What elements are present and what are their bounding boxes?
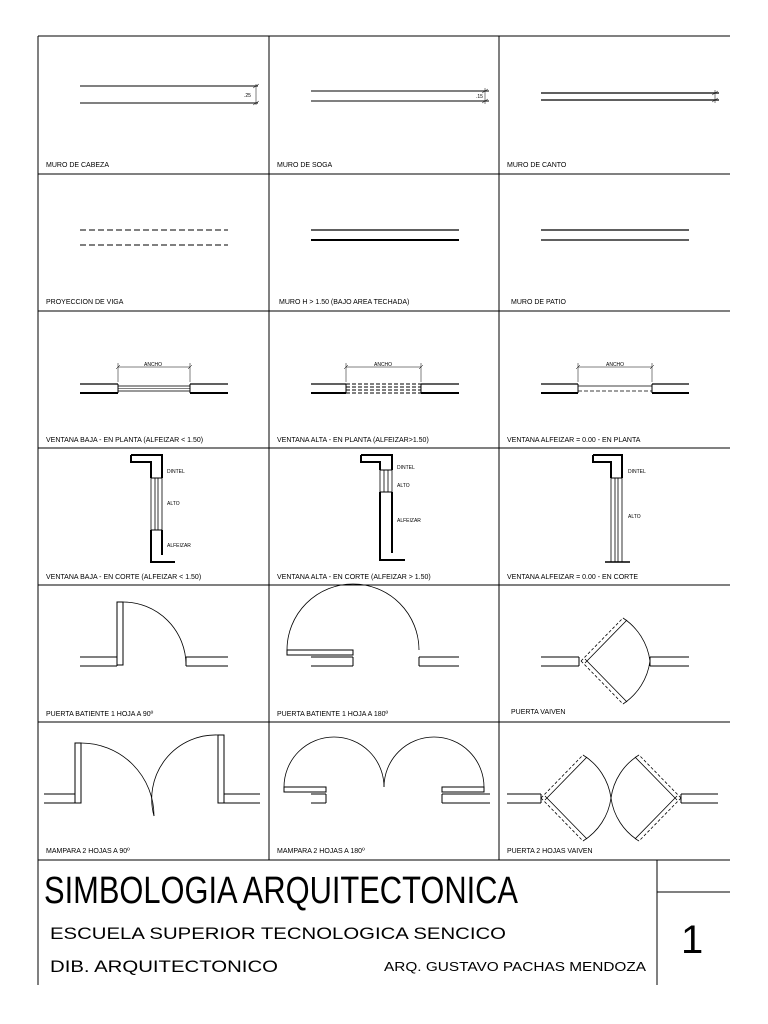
symbol-mampara-2-hojas-180 bbox=[284, 737, 490, 803]
symbol-proyeccion-de-viga bbox=[80, 230, 228, 245]
sheet-title: SIMBOLOGIA ARQUITECTONICA bbox=[44, 870, 519, 912]
ancho-annotation: ANCHO bbox=[606, 362, 625, 368]
alto-annotation: ALTO bbox=[628, 514, 641, 520]
symbol-label: MURO DE SOGA bbox=[277, 162, 333, 169]
symbol-label: PUERTA BATIENTE 1 HOJA A 90º bbox=[46, 711, 154, 718]
symbol-puerta-vaiven bbox=[541, 618, 689, 704]
alto-annotation: ALTO bbox=[167, 501, 180, 507]
symbol-label: MURO DE PATIO bbox=[511, 299, 566, 306]
symbol-label: PUERTA 2 HOJAS VAIVEN bbox=[507, 848, 593, 855]
symbol-puerta-batiente-90 bbox=[80, 602, 228, 666]
dintel-annotation: DINTEL bbox=[628, 469, 646, 475]
symbol-label: PROYECCION DE VIGA bbox=[46, 299, 124, 306]
ancho-annotation: ANCHO bbox=[374, 362, 393, 368]
course-name: DIB. ARQUITECTONICO bbox=[50, 957, 278, 976]
school-name: ESCUELA SUPERIOR TECNOLOGICA SENCICO bbox=[50, 924, 507, 943]
symbol-label: MURO H > 1.50 (BAJO AREA TECHADA) bbox=[279, 299, 410, 306]
symbol-muro-de-cabeza bbox=[80, 84, 259, 105]
symbol-label: MAMPARA 2 HOJAS A 180º bbox=[277, 848, 365, 855]
symbol-label: MAMPARA 2 HOJAS A 90º bbox=[46, 848, 130, 855]
svg-text:.15: .15 bbox=[476, 94, 483, 100]
symbol-label: VENTANA BAJA - EN PLANTA (ALFEIZAR < 1.50) bbox=[46, 437, 204, 444]
symbol-label: MURO DE CANTO bbox=[507, 162, 567, 169]
alfeizar-annotation: ALFEIZAR bbox=[397, 518, 421, 524]
symbol-label: VENTANA BAJA - EN CORTE (ALFEIZAR < 1.50) bbox=[46, 574, 202, 581]
alfeizar-annotation: ALFEIZAR bbox=[167, 543, 191, 549]
symbol-label: VENTANA ALTA - EN PLANTA (ALFEIZAR>1.50) bbox=[277, 437, 429, 444]
symbol-ventana-alfeizar-cero-corte bbox=[593, 455, 630, 562]
dintel-annotation: DINTEL bbox=[167, 469, 185, 475]
symbol-muro-de-patio bbox=[541, 230, 689, 240]
ancho-annotation: ANCHO bbox=[144, 362, 163, 368]
symbol-label: VENTANA ALTA - EN CORTE (ALFEIZAR > 1.50) bbox=[277, 574, 431, 581]
symbol-puerta-2-hojas-vaiven bbox=[507, 755, 718, 841]
symbol-muro-bajo-area-techada bbox=[311, 230, 459, 240]
symbol-muro-de-soga bbox=[311, 88, 489, 104]
symbol-label: VENTANA ALFEIZAR = 0.00 - EN PLANTA bbox=[507, 437, 641, 444]
sheet-number: 1 bbox=[681, 918, 704, 962]
symbol-muro-de-canto bbox=[541, 90, 719, 103]
dintel-annotation: DINTEL bbox=[397, 465, 415, 471]
symbol-label: VENTANA ALFEIZAR = 0.00 - EN CORTE bbox=[507, 574, 639, 581]
symbol-label: MURO DE CABEZA bbox=[46, 162, 110, 169]
symbol-puerta-batiente-180 bbox=[287, 584, 459, 666]
author-name: ARQ. GUSTAVO PACHAS MENDOZA bbox=[384, 959, 647, 974]
alto-annotation: ALTO bbox=[397, 483, 410, 489]
symbol-label: PUERTA VAIVEN bbox=[511, 709, 566, 716]
symbol-mampara-2-hojas-90 bbox=[44, 735, 260, 816]
svg-text:.25: .25 bbox=[244, 93, 251, 99]
symbol-label: PUERTA BATIENTE 1 HOJA A 180º bbox=[277, 711, 389, 718]
grid-lines bbox=[38, 36, 730, 985]
